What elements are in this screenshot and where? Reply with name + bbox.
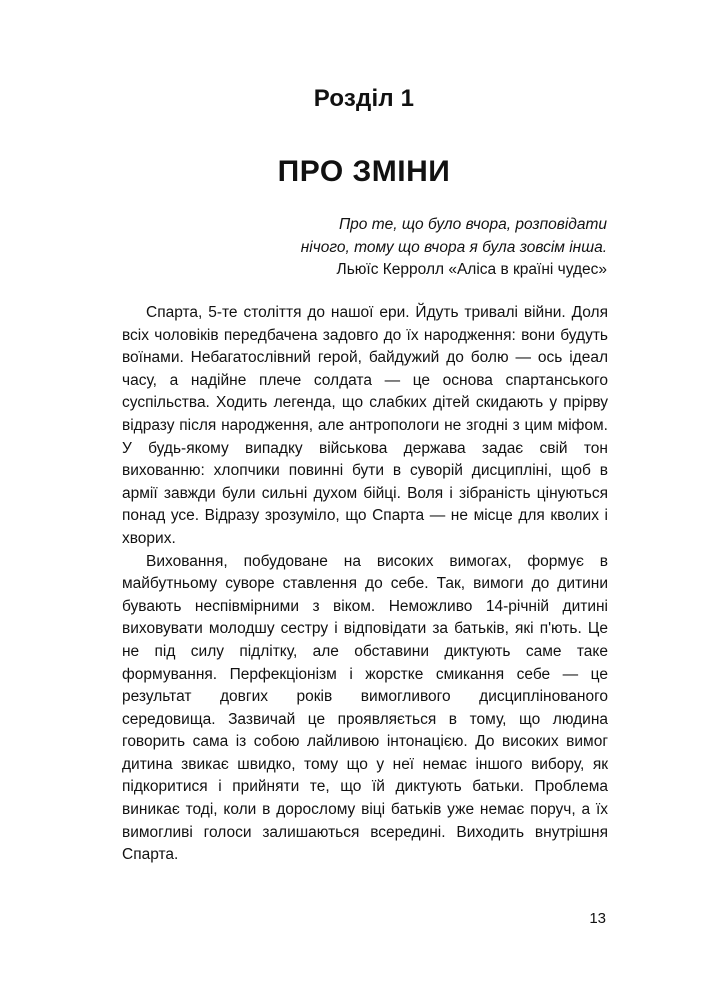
paragraph-2: Виховання, побудоване на високих вимогах, формує в майбутньому суворе ставлення до себе. Так, вимоги до дитини бувають неспівмірними з віком. Неможливо 14-річній дитині виховувати молодшу сестру і відповідати за батьків, які п'ють. Це не під силу підлітку, але обставини диктують саме таке формування. Перфекціонізм і жорстке смикання себе — це результат довгих років вимогливого дисциплінованого середовища. Зазвичай це проявляється в тому, що людина говорить сама із собою лайливою інтонацією. До високих вимог дитина звикає швидко, тому що у неї немає іншого вибору, як підкоритися і прийняти те, що їй диктують батьки. Проблема виникає тоді, коли в дорослому віці батьків уже немає поруч, а їх вимогливі голоси залишаються всередині. Виходить внутрішня Спарта. [122, 552, 608, 864]
page-number: 13 [589, 910, 606, 927]
paragraph-1: Спарта, 5-те століття до нашої ери. Йдуть тривалі війни. Доля всіх чоловіків передбачена задовго до їх народження: вони будуть воїнами. Небагатослівний герой, байдужий до болю — ось ідеал часу, а надійне плече солдата — це основа спартанського суспільства. Ходить легенда, що слабких дітей скидають у прірву відразу після народження, але антропологи не згодні з цим міфом. У будь-якому випадку військова держава задає свій тон вихованню: хлопчики повинні бути в суворій дисципліні, щоб в армії завжди були сильні духом бійці. Воля і зібраність цінуються понад усе. Відразу зрозуміло, що Спарта — не місце для кволих і хворих. [122, 304, 608, 547]
epigraph-attribution: Льюїс Керролл «Аліса в країні чудес» [336, 261, 607, 278]
chapter-label: Розділ 1 [313, 85, 415, 112]
epigraph-line-2: нічого, тому що вчора я була зовсім інша. [300, 238, 607, 256]
epigraph-line-1: Про те, що було вчора, розповідати [338, 216, 607, 233]
epigraph [127, 214, 607, 282]
chapter-title: ПРО ЗМІНИ [277, 155, 451, 188]
body-text [122, 302, 608, 867]
